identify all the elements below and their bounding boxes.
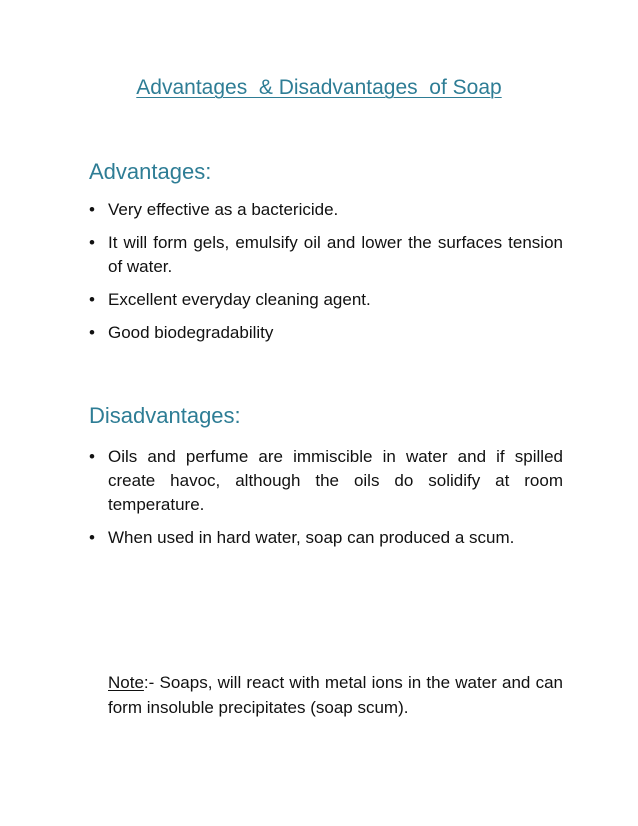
bullet-icon: •: [89, 323, 95, 342]
note-paragraph: [108, 670, 563, 720]
advantages-list: [89, 198, 563, 354]
list-item: [89, 198, 563, 222]
note-label: Note: [108, 673, 144, 692]
list-item: [89, 445, 563, 517]
list-item-text: It will form gels, emulsify oil and lower the surfaces tension of water.: [108, 233, 563, 276]
list-item-text: Excellent everyday cleaning agent.: [108, 290, 371, 309]
list-item-text: Very effective as a bactericide.: [108, 200, 339, 219]
disadvantages-heading: Disadvantages:: [89, 403, 241, 428]
bullet-icon: •: [89, 233, 95, 252]
note-text: :- Soaps, will react with metal ions in the water and can form insoluble precipitates (soap scum).: [108, 673, 563, 717]
list-item: [89, 231, 563, 279]
disadvantages-list: [89, 445, 563, 559]
bullet-icon: •: [89, 528, 95, 547]
bullet-icon: •: [89, 200, 95, 219]
bullet-icon: •: [89, 290, 95, 309]
list-item: [89, 288, 563, 312]
advantages-heading: Advantages:: [89, 159, 212, 184]
list-item-text: When used in hard water, soap can produced a scum.: [108, 528, 515, 547]
list-item-text: Good biodegradability: [108, 323, 274, 342]
list-item: [89, 526, 563, 550]
document-title: Advantages & Disadvantages of Soap: [136, 76, 502, 99]
list-item-text: Oils and perfume are immiscible in water and if spilled create havoc, although the oils do solidify at room temperature.: [108, 447, 563, 514]
bullet-icon: •: [89, 447, 95, 466]
list-item: [89, 321, 563, 345]
